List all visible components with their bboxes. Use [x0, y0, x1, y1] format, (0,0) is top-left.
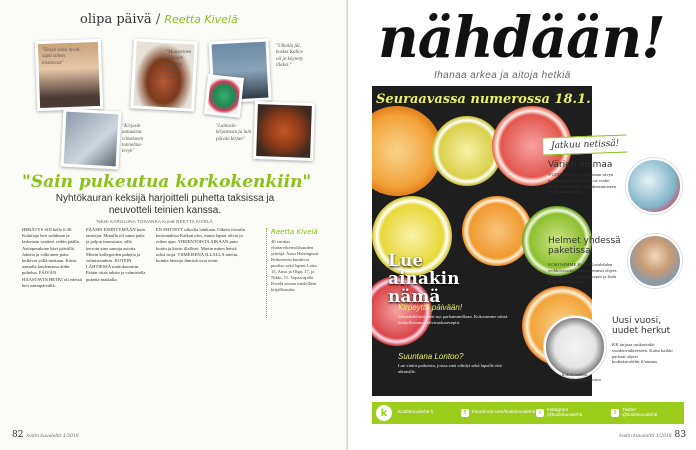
instagram-icon: i — [536, 409, 544, 417]
photo-note-3: "Ulkolla jäi, kosket Kalice oil jo käytetty illaksi." — [276, 44, 304, 68]
kk-logo-icon[interactable]: k — [376, 405, 392, 421]
col-body-1: VUODEN 2017 vaaleimman sävyn muodiksi tuli Nelliina. Lue vinkit kodin sisustukseen ja pukeutumiseen värejä rakastaville. — [548, 172, 617, 195]
social-web-label: Kodinkuvalehti.fi — [398, 410, 433, 416]
col-body-2: KOKOSIMME Kodin Kuvalehden verkkosivuilta kaikki aiemmat ohjeet. Vuoden 2017 parhaat reseptit ja lisää kodinkuvalehti.fi/eit. — [548, 262, 618, 285]
masthead: nähdään! — [378, 5, 665, 71]
folio-left — [12, 430, 79, 440]
woman-laptop-photo — [628, 234, 682, 288]
photo-note-1: "Ensyn solui hyvin, sopii siihen loistavast" — [42, 48, 81, 66]
header-prefix: olipa päivä — [80, 12, 152, 27]
photo-desk — [61, 109, 122, 170]
page-header — [80, 12, 238, 27]
column-text-1: HERÄTYS SOI kello 6.30. Kuluttaja heti suihkuun ja lasketaan vaatteet vedän päälle. Astiapesukone kävi päivällä. Jaketta ja valkoinen paita kulkivat yöllä mukaan. Kävin aamulla kuulemassa äidin puhelua. PÄIVÄN HAASTAVIN HETKI oli edessä heti aamupäivällä. — [22, 227, 82, 288]
header-slash: / — [155, 12, 161, 27]
right-page — [348, 0, 696, 450]
article-column-3 — [156, 227, 246, 427]
article-deck: Nyhtökauran keksijä harjoitteli puhetta taksissa ja neuvotteli teinien kanssa. — [55, 193, 275, 216]
sidebar-body: 40 vuotias elintarviketeollisuuden yrittäjä. Asuu Helsingissä. Perheeseen kuuluvat puoliso sekä lapset Lotta, 15, Ansu ja Olga, 17, ja Niklo, 11. Vapaa-ajalla Kivelä seuraa mielellään kirjallisuutta. — [271, 239, 320, 292]
article-column-1 — [22, 227, 82, 427]
social-facebook-label: Facebook.com/kodinkuvalehti — [471, 410, 536, 416]
article-headline: "Sain pukeutua korkokenkiin" — [22, 172, 312, 192]
article-byline: Teksti KAROLIINA TOIVANKA Kuvat REETTA KIVELÄ — [96, 219, 213, 224]
item-title-1: Kirpeyttä päivään! — [398, 303, 463, 312]
twitter-icon: t — [611, 409, 619, 417]
social-link-web[interactable] — [398, 410, 433, 416]
item-body-1: Sitrushedelmät ovat nyt parhaimmillaan. Kokosimme niistä herkullisimmat talviruokareseptit. — [398, 314, 508, 325]
shoe-photo — [626, 158, 682, 214]
lead-heading: Lue ainakin nämä — [388, 251, 460, 307]
page-number-left: 82 — [12, 430, 24, 440]
magazine-name-right: kodin kuvalehti 1/2018 — [619, 434, 672, 439]
item-body-2: Lue vinkit paikoista, joissa sinä viihdyt sekä lapsille että aikuisille. — [398, 363, 502, 374]
column-text-3: EN EHTINYT ulkoilla lainkaan. Oikein vierailu kertomuksia Kaikan ulos, mutta lapset olivat jo reilun ajan. YHDENTOISTA AIKAAN puin kotiin ja kävin illalliset. Mietin miten heistä tulisi isoja. VIIMEISENÄ ILLALLA mietin, kuinka hienoja ihmisiä ovat teinit. — [156, 227, 245, 264]
col-title-1: Värien voimaa — [548, 160, 613, 170]
item-title-2: Suuntana Lontoo? — [398, 352, 464, 361]
social-instagram-label: Instagram @kodinkuvalehti — [546, 407, 583, 418]
col-body-3: KK tarjoaa ruokavinkit vuodenvaihteeseen. Katso kaikki parhaat ohjeet kodinkuvalehti.fi/uutuus. — [612, 342, 673, 365]
col-title-2: Helmet yhdessä paketissa — [548, 236, 621, 256]
tagline: Ihanaa arkea ja aitoja hetkiä — [434, 70, 571, 81]
cake-pops-photo — [544, 316, 606, 378]
column-text-2: PÄÄSIN ESIINTYMÄÄN kuin tanssijat. Minulla oli sama puhe ja paljon innostusta, sillä kerroin aina samoja asioita. Mietin kollegoiden puheita ja valmistauduin. KOTEIN LÄHTIESSÄ maitokuormin. Päätin ottaa taksin ja valmistella puhetta matkalla. — [86, 227, 146, 282]
col-title-3: Uusi vuosi, uudet herkut — [612, 316, 671, 336]
sidebar-title: Reetta Kivelä — [271, 228, 318, 236]
photo-note-5: "Lainasin kirjastosta ja luin päivän kirjan" — [216, 124, 252, 142]
magazine-name-left: kodin kuvalehti 1/2018 — [26, 434, 79, 439]
photo-note-2: "Mausteinen saimaan reseptin kerran suloin." — [166, 50, 192, 80]
continue-online-label: Jatkuu netissä! — [543, 135, 628, 156]
folio-right — [619, 430, 686, 440]
social-bar — [372, 402, 684, 424]
photo-toy — [204, 74, 244, 118]
photo-note-4: "Kirjasin uutuuksia viimeiseen tunnelma-levyk" — [122, 124, 144, 154]
social-link-facebook[interactable] — [461, 409, 536, 417]
social-link-twitter[interactable] — [611, 408, 672, 419]
social-twitter-label: Twitter @kodinkuvalehti — [621, 407, 658, 418]
facebook-icon: f — [461, 409, 469, 417]
social-link-instagram[interactable] — [536, 408, 597, 419]
feature-title: Seuraavassa numerossa 18.1. — [376, 92, 591, 107]
page-number-right: 83 — [674, 430, 686, 440]
profile-sidebar — [266, 228, 326, 318]
photo-caption: Kokeile kaikkia huippuherkkuja kuvassa. — [562, 372, 602, 382]
header-name: Reetta Kivelä — [164, 13, 238, 26]
article-column-2 — [86, 227, 146, 427]
photo-roast — [253, 101, 315, 161]
